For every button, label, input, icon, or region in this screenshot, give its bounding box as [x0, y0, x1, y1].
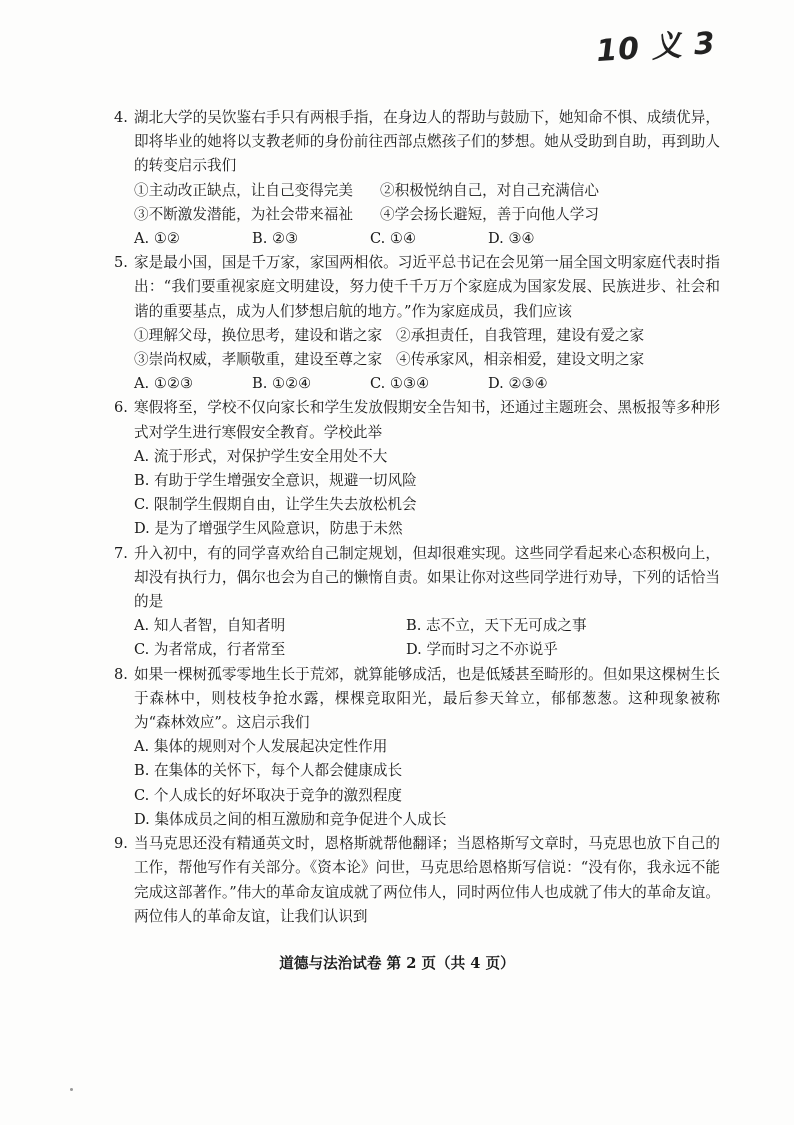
- statement-4: ④传承家风，相亲相爱，建设文明之家: [396, 351, 645, 369]
- option-a: A. ①②: [134, 230, 180, 248]
- question-7: [114, 542, 720, 663]
- option-c: C. 为者常成，行者常至: [134, 641, 286, 659]
- question-6: [114, 396, 720, 541]
- question-5: [114, 251, 720, 396]
- statement-3: ③不断激发潜能，为社会带来福祉: [134, 205, 353, 223]
- answer-options: [134, 227, 720, 251]
- statement-2: ②积极悦纳自己，对自己充满信心: [380, 181, 599, 199]
- question-number: 6.: [114, 399, 128, 417]
- statement-3: ③崇尚权威，孝顺敬重，建设至尊之家: [134, 351, 383, 369]
- question-stem: 湖北大学的吴饮鉴右手只有两根手指，在身边人的帮助与鼓励下，她知命不惧、成绩优异，即将毕业的她将以支教老师的身份前往西部点燃孩子们的梦想。她从受助到自助，再到助人的转变启示我们: [134, 109, 720, 175]
- question-number: 7.: [114, 544, 128, 562]
- statement-4: ④学会扬长避短，善于向他人学习: [380, 205, 599, 223]
- option-d: D. ③④: [488, 230, 535, 248]
- question-stem: 升入初中，有的同学喜欢给自己制定规划，但却很难实现。这些同学看起来心态积极向上，却没有执行力，偶尔也会为自己的懒惰自责。如果让你对这些同学进行劝导，下列的话恰当的是: [134, 544, 720, 611]
- statement-row: [134, 324, 720, 348]
- statement-1: ①理解父母，换位思考，建设和谐之家: [134, 326, 383, 344]
- option-d: D. ②③④: [488, 375, 548, 393]
- statement-1: ①主动改正缺点，让自己变得完美: [134, 181, 353, 199]
- answer-options: [134, 638, 720, 662]
- question-number: 9.: [114, 835, 128, 853]
- question-number: 8.: [114, 665, 128, 683]
- option-a: A. 知人者智，自知者明: [134, 617, 286, 635]
- question-number: 5.: [114, 254, 128, 272]
- question-4: [114, 106, 720, 251]
- statement-row: [134, 203, 720, 227]
- questions-area: [114, 106, 720, 929]
- option-a: A. 流于形式，对保护学生安全用处不大: [134, 447, 388, 465]
- statement-2: ②承担责任，自我管理，建设有爱之家: [396, 326, 645, 344]
- page-footer: 道德与法治试卷 第 2 页（共 4 页）: [279, 955, 515, 972]
- scan-speck: [70, 1088, 73, 1091]
- question-8: [114, 663, 720, 832]
- option-d: D. 学而时习之不亦说乎: [406, 641, 558, 659]
- option-c: C. 个人成长的好坏取决于竞争的激烈程度: [134, 786, 403, 804]
- answer-options: [134, 614, 720, 638]
- option-b: B. ①②④: [252, 375, 312, 393]
- option-b: B. 有助于学生增强安全意识，规避一切风险: [134, 472, 417, 490]
- statement-row: [134, 179, 720, 203]
- question-stem: 如果一棵树孤零零地生长于荒郊，就算能够成活，也是低矮甚至畸形的。但如果这棵树生长于森林中，则枝枝争抢水露，棵棵竞取阳光，最后参天耸立，郁郁葱葱。这种现象被称为“森林效应”。这启示我们: [134, 665, 720, 732]
- question-number: 4.: [114, 109, 128, 126]
- option-b: B. 在集体的关怀下，每个人都会健康成长: [134, 762, 403, 780]
- option-c: C. 限制学生假期自由，让学生失去放松机会: [134, 496, 417, 514]
- option-a: A. 集体的规则对个人发展起决定性作用: [134, 738, 388, 756]
- option-a: A. ①②③: [134, 375, 194, 393]
- handwritten-mark: 10 义 3: [595, 25, 718, 70]
- question-stem: 家是最小国，国是千万家，家国两相依。习近平总书记在会见第一届全国文明家庭代表时指出：“我们要重视家庭文明建设，努力使千千万万个家庭成为国家发展、民族进步、社会和谐的重要基点，成为人们梦想启航的地方。”作为家庭成员，我们应该: [134, 254, 720, 320]
- option-d: D. 集体成员之间的相互激励和竞争促进个人成长: [134, 810, 447, 828]
- statement-row: [134, 348, 720, 372]
- answer-options: [134, 372, 720, 396]
- option-b: B. 志不立，天下无可成之事: [406, 617, 587, 635]
- option-c: C. ①④: [370, 230, 417, 248]
- option-d: D. 是为了增强学生风险意识，防患于未然: [134, 520, 403, 538]
- option-c: C. ①③④: [370, 375, 430, 393]
- question-stem: 当马克思还没有精通英文时，恩格斯就帮他翻译；当恩格斯写文章时，马克思也放下自己的工作，帮他写作有关部分。《资本论》问世，马克思给恩格斯写信说：“没有你，我永远不能完成这部著作。”伟大的革命友谊成就了两位伟人，同时两位伟人也成就了伟大的革命友谊。两位伟人的革命友谊，让我们认识到: [134, 835, 720, 925]
- option-b: B. ②③: [252, 230, 299, 248]
- question-9: [114, 832, 720, 929]
- question-stem: 寒假将至，学校不仅向家长和学生发放假期安全告知书，还通过主题班会、黑板报等多种形式对学生进行寒假安全教育。学校此举: [134, 399, 720, 441]
